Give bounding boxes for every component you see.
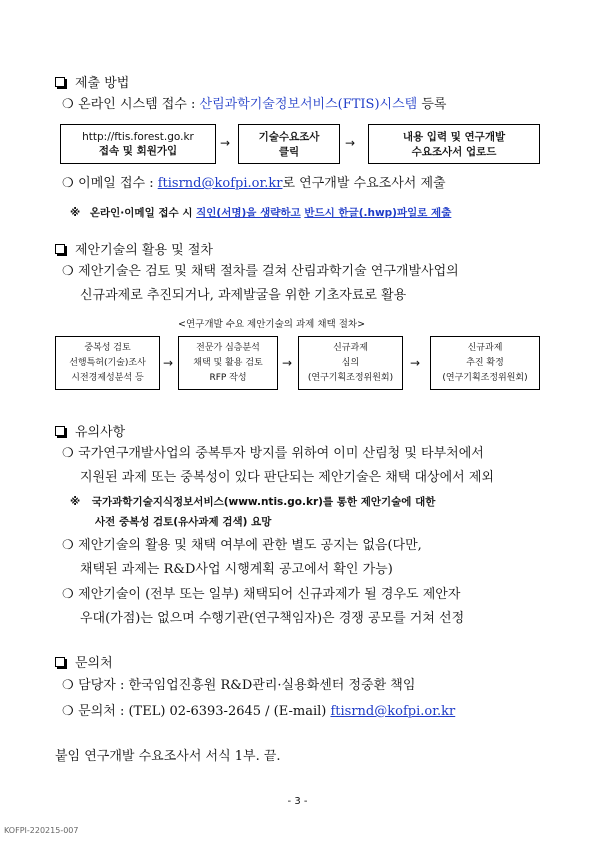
ftis-link[interactable]: 산림과학기술정보서비스(FTIS)시스템: [199, 97, 418, 112]
bullet-duplicate: ❍ 국가연구개발사업의 중복투자 방지를 위하여 이미 산림청 및 타부처에서: [62, 446, 484, 461]
attachment-line: 붙임 연구개발 수요조사서 서식 1부. 끝.: [55, 749, 281, 764]
circle-bullet-icon: ❍: [62, 264, 74, 279]
proc-box-review: 중복성 검토 선행특허(기술)조사 시전경제성분석 등: [55, 336, 160, 390]
section-header-submission: [55, 72, 129, 91]
circle-bullet-icon: ❍: [62, 176, 74, 191]
square-bullet-icon: [55, 244, 65, 254]
proc-box-confirm: 신규과제 추진 확정 (연구기획조정위원회): [430, 336, 540, 390]
square-bullet-icon: [55, 426, 65, 436]
section-header-contact: [55, 652, 113, 671]
section-title: 유의사항: [75, 425, 126, 440]
note-ntis: ※ 국가과학기술지식정보서비스(www.ntis.go.kr)를 통한 제안기술에 대한: [70, 496, 436, 508]
circle-bullet-icon: ❍: [62, 97, 74, 112]
flow-box-demand-survey: 기술수요조사 클릭: [238, 124, 340, 164]
email-link[interactable]: ftisrnd@kofpi.or.kr: [157, 176, 283, 191]
circle-bullet-icon: ❍: [62, 678, 74, 693]
page-number: - 3 -: [287, 796, 308, 807]
flow-box-ftis-access: http://ftis.forest.go.kr 접속 및 회원가입: [60, 124, 216, 164]
bullet-contact-info: ❍ 문의처 : (TEL) 02-6393-2645 / (E-mail) ftisrnd@kofpi.or.kr: [62, 704, 456, 719]
circle-bullet-icon: ❍: [62, 704, 74, 719]
bullet-usage: ❍ 제안기술은 검토 및 채택 절차를 걸쳐 산림과학기술 연구개발사업의: [62, 264, 459, 279]
proc-box-deliberation: 신규과제 심의 (연구기획조정위원회): [298, 336, 403, 390]
bullet-notice: ❍ 제안기술의 활용 및 채택 여부에 관한 별도 공지는 없음(다만,: [62, 538, 422, 553]
arrow-icon: →: [282, 356, 293, 370]
proc-box-expert: 전문가 심층분석 채택 및 활용 검토 RFP 작성: [178, 336, 278, 390]
section-title: 제안기술의 활용 및 절차: [75, 243, 213, 258]
circle-bullet-icon: ❍: [62, 446, 74, 461]
section-header-usage: [55, 239, 213, 258]
section-title: 문의처: [75, 656, 113, 671]
section-header-notes: [55, 421, 125, 440]
bullet-preference: ❍ 제안기술이 (전부 또는 일부) 채택되어 신규과제가 될 경우도 제안자: [62, 587, 461, 602]
section-title: 제출 방법: [75, 76, 130, 91]
circle-bullet-icon: ❍: [62, 538, 74, 553]
bullet-preference-cont: 우대(가점)는 없으며 수행기관(연구책임자)은 경쟁 공모를 거쳐 선정: [80, 611, 465, 626]
bullet-usage-cont: 신규과제로 추진되거나, 과제발굴을 위한 기초자료로 활용: [80, 288, 407, 303]
arrow-icon: →: [220, 136, 231, 150]
flow-box-upload: 내용 입력 및 연구개발 수요조사서 업로드: [368, 124, 540, 164]
note-ntis-cont: 사전 중복성 검토(유사과제 검색) 요망: [95, 516, 272, 528]
arrow-icon: →: [345, 136, 356, 150]
square-bullet-icon: [55, 77, 65, 87]
square-bullet-icon: [55, 657, 65, 667]
bullet-online-submission: ❍ 온라인 시스템 접수 : 산림과학기술정보서비스(FTIS)시스템 등록: [62, 97, 447, 112]
procedure-title: <연구개발 수요 제안기술의 과제 채택 절차>: [178, 319, 366, 330]
bullet-contact-person: ❍ 담당자 : 한국임업진흥원 R&D관리·실용화센터 정중환 책임: [62, 678, 416, 693]
bullet-duplicate-cont: 지원된 과제 또는 중복성이 있다 판단되는 제안기술은 채택 대상에서 제외: [80, 470, 494, 485]
contact-email-link[interactable]: ftisrnd@kofpi.or.kr: [330, 704, 456, 719]
note-submission: ※ 온라인·이메일 접수 시 직인(서명)을 생략하고 반드시 한글(.hwp)파일로 제출: [70, 207, 452, 219]
arrow-icon: →: [410, 356, 421, 370]
bullet-notice-cont: 채택된 과제는 R&D사업 시행계획 공고에서 확인 가능): [80, 562, 393, 577]
arrow-icon: →: [163, 356, 174, 370]
document-code: KOFPI-220215-007: [4, 826, 79, 835]
bullet-email-submission: ❍ 이메일 접수 : ftisrnd@kofpi.or.kr로 연구개발 수요조사서 제출: [62, 176, 446, 191]
circle-bullet-icon: ❍: [62, 587, 74, 602]
